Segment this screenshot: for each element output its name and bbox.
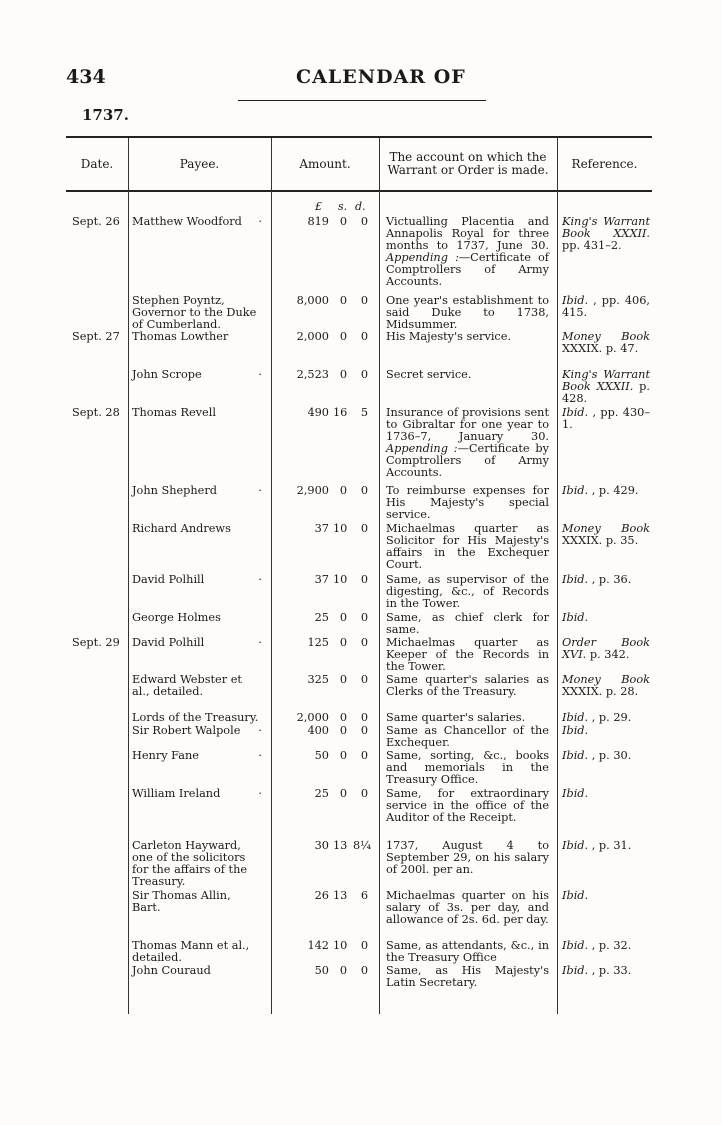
reference-cell — [562, 523, 650, 547]
account-cell — [386, 369, 549, 381]
leader-dot: · — [258, 215, 262, 228]
payee-cell — [132, 840, 262, 888]
payee-text: Richard Andrews — [132, 522, 231, 535]
leader-dot: · — [258, 749, 262, 762]
payee-text: Lords of the Treasury. — [132, 711, 259, 724]
year-heading: 1737. — [82, 106, 129, 124]
header-payee: Payee. — [179, 156, 220, 171]
account-appending: Appending : — [386, 442, 458, 455]
pence-cell: 0 — [360, 939, 368, 952]
pounds-cell: 25 — [314, 787, 329, 800]
reference-book: Order Book XVI. — [562, 636, 650, 661]
header-date: Date. — [80, 156, 114, 171]
reference-cell — [562, 637, 650, 661]
column-divider — [128, 138, 129, 1014]
leader-dot: · — [258, 368, 262, 381]
account-text: Insurance of provisions sent to Gibraltar for one year to 1736–7, January 30. — [386, 406, 549, 443]
payee-text: Thomas Mann et al., detailed. — [132, 939, 250, 964]
shillings-cell: 10 — [333, 573, 348, 586]
payee-cell — [132, 788, 262, 800]
payee-cell — [132, 940, 262, 964]
pounds-cell: 490 — [307, 406, 329, 419]
reference-cell — [562, 485, 650, 497]
pence-cell: 0 — [360, 215, 368, 228]
account-cell — [386, 890, 549, 926]
reference-book: Ibid. — [562, 964, 589, 977]
reference-cell — [562, 574, 650, 586]
reference-cell — [562, 750, 650, 762]
reference-page: , p. 36. — [591, 573, 632, 586]
pounds-cell: 400 — [307, 724, 329, 737]
unit-shillings: s. — [338, 200, 348, 213]
payee-text: David Polhill — [132, 636, 205, 649]
reference-book: Ibid. — [562, 889, 589, 902]
reference-book: Ibid. — [562, 573, 589, 586]
reference-cell — [562, 407, 650, 431]
shillings-cell: 13 — [333, 839, 348, 852]
pence-cell: 0 — [360, 611, 368, 624]
pence-cell: 0 — [360, 330, 368, 343]
account-text: Same, as supervisor of the digesting, &c., of Records in the Tower. — [386, 573, 549, 610]
account-cell — [386, 788, 549, 824]
reference-page: XXXIX. p. 35. — [562, 534, 639, 547]
payee-text: Henry Fane — [132, 749, 199, 762]
pounds-cell: 325 — [307, 673, 329, 686]
pounds-cell: 37 — [314, 573, 329, 586]
account-text: Michaelmas quarter as Keeper of the Records in the Tower. — [386, 636, 549, 673]
reference-page: , p. 31. — [591, 839, 632, 852]
reference-page: , pp. 430–1. — [562, 406, 651, 431]
payee-cell — [132, 637, 262, 649]
account-text: Same as Chancellor of the Exchequer. — [386, 724, 549, 749]
date-cell: Sept. 26 — [72, 215, 120, 228]
account-cell — [386, 331, 549, 343]
pence-cell: 0 — [360, 787, 368, 800]
pence-cell: 0 — [360, 673, 368, 686]
leader-dot: · — [258, 636, 262, 649]
reference-cell — [562, 295, 650, 319]
payee-text: Matthew Woodford — [132, 215, 242, 228]
account-text: Same quarter's salaries as Clerks of the Treasury. — [386, 673, 549, 698]
account-cell — [386, 574, 549, 610]
shillings-cell: 0 — [339, 368, 347, 381]
payee-cell — [132, 216, 262, 228]
payee-cell — [132, 890, 262, 914]
reference-page: , p. 33. — [591, 964, 632, 977]
pence-cell: 0 — [360, 294, 368, 307]
account-cell — [386, 523, 549, 571]
reference-page: pp. 431–2. — [562, 239, 622, 252]
reference-page: XXXIX. p. 28. — [562, 685, 639, 698]
reference-cell — [562, 840, 650, 852]
reference-book: Ibid. — [562, 749, 589, 762]
pence-cell: 0 — [360, 749, 368, 762]
account-note: —Certificate of Comptrollers of Army Accounts. — [386, 251, 549, 288]
reference-page: , pp. 406, 415. — [562, 294, 651, 319]
reference-page: p. 428. — [562, 380, 650, 405]
payee-text: Carleton Hayward, one of the solicitors for the affairs of the Treasury. — [132, 839, 248, 888]
payee-text: George Holmes — [132, 611, 221, 624]
title-rule — [238, 100, 486, 101]
account-text: Same, as attendants, &c., in the Treasury Office — [386, 939, 549, 964]
leader-dot: · — [258, 787, 262, 800]
reference-book: Ibid. — [562, 787, 589, 800]
payee-text: Edward Webster et al., detailed. — [132, 673, 242, 698]
payee-text: John Shepherd — [132, 484, 217, 497]
payee-text: Thomas Revell — [132, 406, 216, 419]
account-cell — [386, 295, 549, 331]
pounds-cell: 30 — [314, 839, 329, 852]
date-cell: Sept. 27 — [72, 330, 120, 343]
shillings-cell: 0 — [339, 711, 347, 724]
payee-text: Sir Robert Walpole — [132, 724, 241, 737]
account-text: To reimburse expenses for His Majesty's special service. — [386, 484, 549, 521]
account-cell — [386, 965, 549, 989]
account-text: Michaelmas quarter on his salary of 3s. per day, and allowance of 2s. 6d. per day. — [386, 889, 549, 926]
leader-dot: · — [258, 724, 262, 737]
shillings-cell: 0 — [339, 215, 347, 228]
date-cell: Sept. 29 — [72, 636, 120, 649]
pence-cell: 0 — [360, 522, 368, 535]
shillings-cell: 0 — [339, 787, 347, 800]
payee-cell — [132, 485, 262, 497]
reference-book: Ibid. — [562, 294, 589, 307]
shillings-cell: 16 — [333, 406, 348, 419]
shillings-cell: 0 — [339, 964, 347, 977]
unit-pounds: £ — [315, 200, 322, 213]
pence-cell: 6 — [360, 889, 368, 902]
reference-book: Money Book — [562, 673, 650, 686]
reference-cell — [562, 612, 650, 624]
account-text: Same, as His Majesty's Latin Secretary. — [386, 964, 549, 989]
payee-text: David Polhill — [132, 573, 205, 586]
pounds-cell: 37 — [314, 522, 329, 535]
reference-cell — [562, 965, 650, 977]
reference-book: King's Warrant Book XXXII. — [562, 215, 650, 240]
leader-dot: · — [258, 484, 262, 497]
shillings-cell: 0 — [339, 636, 347, 649]
account-text: Same, as chief clerk for same. — [386, 611, 549, 636]
account-cell — [386, 712, 549, 724]
payee-cell — [132, 674, 262, 698]
header-reference: Reference. — [571, 156, 638, 171]
reference-page: , p. 29. — [591, 711, 632, 724]
payee-text: John Couraud — [132, 964, 211, 977]
page-title: CALENDAR OF — [296, 66, 466, 88]
page-number: 434 — [66, 66, 106, 88]
shillings-cell: 0 — [339, 484, 347, 497]
account-cell — [386, 750, 549, 786]
account-text: Same, for extraordinary service in the office of the Auditor of the Receipt. — [386, 787, 549, 824]
header-account: The account on which the Warrant or Order is made. — [387, 150, 549, 177]
account-cell — [386, 407, 549, 479]
reference-cell — [562, 331, 650, 355]
payee-cell — [132, 295, 262, 331]
leader-dot: · — [258, 573, 262, 586]
shillings-cell: 0 — [339, 749, 347, 762]
pounds-cell: 819 — [307, 215, 329, 228]
reference-book: King's Warrant Book XXXII. — [562, 368, 650, 393]
reference-cell — [562, 369, 650, 405]
reference-book: Money Book — [562, 330, 650, 343]
pounds-cell: 142 — [307, 939, 329, 952]
pounds-cell: 2,900 — [296, 484, 329, 497]
pounds-cell: 50 — [314, 749, 329, 762]
pounds-cell: 26 — [314, 889, 329, 902]
payee-text: Sir Thomas Allin, Bart. — [132, 889, 231, 914]
pounds-cell: 2,523 — [296, 368, 329, 381]
reference-book: Ibid. — [562, 611, 589, 624]
payee-cell — [132, 725, 262, 737]
reference-cell — [562, 940, 650, 952]
reference-book: Ibid. — [562, 406, 589, 419]
pence-cell: 8¼ — [353, 839, 372, 852]
pounds-cell: 50 — [314, 964, 329, 977]
pounds-cell: 2,000 — [296, 711, 329, 724]
reference-book: Money Book — [562, 522, 650, 535]
account-note: —Certificate by Comptrollers of Army Accounts. — [386, 442, 549, 479]
account-text: Michaelmas quarter as Solicitor for His Majesty's affairs in the Exchequer Court. — [386, 522, 549, 571]
shillings-cell: 0 — [339, 673, 347, 686]
pence-cell: 0 — [360, 573, 368, 586]
reference-book: Ibid. — [562, 484, 589, 497]
shillings-cell: 13 — [333, 889, 348, 902]
pence-cell: 0 — [360, 368, 368, 381]
reference-cell — [562, 890, 650, 902]
payee-cell — [132, 407, 262, 419]
unit-pence: d. — [355, 200, 366, 213]
column-divider — [271, 138, 272, 1014]
pence-cell: 0 — [360, 724, 368, 737]
account-text: Same, sorting, &c., books and memorials in the Treasury Office. — [386, 749, 549, 786]
header-amount: Amount. — [299, 156, 351, 171]
pence-cell: 5 — [360, 406, 368, 419]
account-cell — [386, 485, 549, 521]
reference-book: Ibid. — [562, 724, 589, 737]
reference-page: , p. 30. — [591, 749, 632, 762]
payee-text: John Scrope — [132, 368, 202, 381]
account-cell — [386, 612, 549, 636]
reference-cell — [562, 712, 650, 724]
account-cell — [386, 725, 549, 749]
payee-cell — [132, 369, 262, 381]
reference-page: XXXIX. p. 47. — [562, 342, 639, 355]
account-cell — [386, 674, 549, 698]
shillings-cell: 0 — [339, 330, 347, 343]
reference-page: , p. 429. — [591, 484, 639, 497]
account-text: Same quarter's salaries. — [386, 711, 526, 724]
reference-cell — [562, 725, 650, 737]
payee-cell — [132, 574, 262, 586]
reference-cell — [562, 216, 650, 252]
account-cell — [386, 840, 549, 876]
calendar-table — [66, 136, 652, 1014]
account-text: His Majesty's service. — [386, 330, 512, 343]
account-text: Secret service. — [386, 368, 472, 381]
payee-cell — [132, 331, 262, 343]
pounds-cell: 8,000 — [296, 294, 329, 307]
payee-text: Stephen Poyntz, Governor to the Duke of Cumberland. — [132, 294, 257, 331]
payee-cell — [132, 712, 262, 724]
payee-text: Thomas Lowther — [132, 330, 229, 343]
payee-cell — [132, 750, 262, 762]
pounds-cell: 25 — [314, 611, 329, 624]
payee-text: William Ireland — [132, 787, 221, 800]
shillings-cell: 0 — [339, 294, 347, 307]
shillings-cell: 10 — [333, 939, 348, 952]
reference-page: p. 342. — [589, 648, 630, 661]
reference-cell — [562, 788, 650, 800]
column-divider — [379, 138, 380, 1014]
account-text: Victualling Placentia and Annapolis Royal for three months to 1737, June 30. — [386, 215, 549, 252]
reference-cell — [562, 674, 650, 698]
reference-book: Ibid. — [562, 839, 589, 852]
date-cell: Sept. 28 — [72, 406, 120, 419]
reference-book: Ibid. — [562, 711, 589, 724]
payee-cell — [132, 523, 262, 535]
reference-page: , p. 32. — [591, 939, 632, 952]
header-rule — [66, 190, 652, 192]
pounds-cell: 125 — [307, 636, 329, 649]
shillings-cell: 10 — [333, 522, 348, 535]
account-cell — [386, 637, 549, 673]
reference-book: Ibid. — [562, 939, 589, 952]
payee-cell — [132, 965, 262, 977]
account-appending: Appending : — [386, 251, 459, 264]
shillings-cell: 0 — [339, 724, 347, 737]
account-text: 1737, August 4 to September 29, on his salary of 200l. per an. — [386, 839, 549, 876]
account-text: One year's establishment to said Duke to 1738, Midsummer. — [386, 294, 549, 331]
account-cell — [386, 940, 549, 964]
pence-cell: 0 — [360, 964, 368, 977]
account-cell — [386, 216, 549, 288]
pence-cell: 0 — [360, 636, 368, 649]
pence-cell: 0 — [360, 484, 368, 497]
column-divider — [557, 138, 558, 1014]
pounds-cell: 2,000 — [296, 330, 329, 343]
pence-cell: 0 — [360, 711, 368, 724]
shillings-cell: 0 — [339, 611, 347, 624]
payee-cell — [132, 612, 262, 624]
